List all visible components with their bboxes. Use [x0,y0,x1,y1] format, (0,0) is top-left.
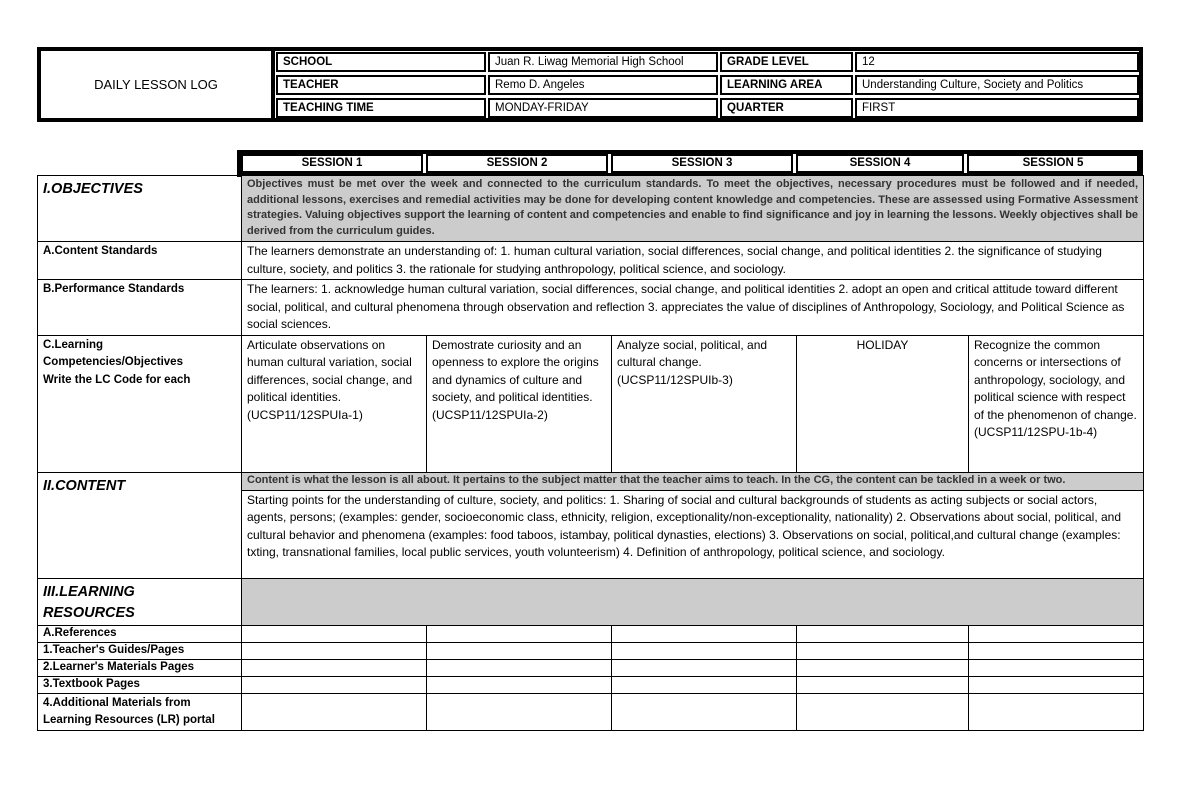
competencies-label-line-1: C.Learning [43,338,104,351]
resource-cell [612,659,797,676]
resource-cell [242,676,427,693]
resource-cell [797,642,969,659]
resource-cell [242,642,427,659]
learning-area-value: Understanding Culture, Society and Politics [855,75,1139,95]
learning-resources-heading-line-2: RESOURCES [43,604,135,621]
resource-cell [969,625,1144,642]
resource-cell [797,625,969,642]
objectives-row [38,176,1144,242]
resource-cell [612,693,797,730]
daily-lesson-log-title: DAILY LESSON LOG [41,51,275,118]
additional-materials-label [38,693,242,730]
resource-cell [969,659,1144,676]
resource-row-additional-materials [38,693,1144,730]
session-4-header: SESSION 4 [796,154,964,173]
content-note: Content is what the lesson is all about. It pertains to the subject matter that the teacher aims to teach. In the CG, the content can be tackled in a week or two. [242,472,1144,490]
quarter-value: FIRST [855,98,1139,118]
content-standards-label: A.Content Standards [38,242,242,280]
competencies-label [38,335,242,472]
teaching-time-label: TEACHING TIME [276,98,486,118]
competencies-label-line-2: Competencies/Objectives [43,356,183,368]
session-1-header: SESSION 1 [241,154,423,173]
teacher-value: Remo D. Angeles [488,75,718,95]
session-5-header: SESSION 5 [967,154,1139,173]
teaching-time-value: MONDAY-FRIDAY [488,98,718,118]
resource-cell [969,676,1144,693]
resource-cell [427,693,612,730]
resource-row-textbook-pages [38,676,1144,693]
resource-cell [242,625,427,642]
competency-session-5: Recognize the common concerns or intersections of anthropology, sociology, and political science with respect of the phenomenon of change.(UCSP11/12SPU-1b-4) [969,335,1144,472]
content-standards-text: The learners demonstrate an understanding of: 1. human cultural variation, social differences, social change, and political identities 2. the significance of studying culture, society, and politics 3. the rationale for studying anthropology, political science, and sociology. [242,242,1144,280]
learning-resources-row [38,578,1144,625]
performance-standards-text: The learners: 1. acknowledge human cultural variation, social differences, social change, and political identities 2. adopt an open and critical attitude toward different social, political, and cultural phenomena through observation and reflection 3. appreciates the value of disciplines of Anthropology, Sociology, and Political Science as social sciences. [242,280,1144,336]
performance-standards-row [38,280,1144,336]
resource-cell [969,693,1144,730]
competency-session-3: Analyze social, political, and cultural change. (UCSP11/12SPUIb-3) [612,335,797,472]
performance-standards-label: B.Performance Standards [38,280,242,336]
competency-session-1: Articulate observations on human cultural variation, social differences, social change, and political identities. (UCSP11/12SPUIa-1) [242,335,427,472]
objectives-heading: I.OBJECTIVES [38,176,242,242]
resource-cell [797,676,969,693]
teacher-label: TEACHER [276,75,486,95]
competencies-label-line-3: Write the LC Code for each [43,373,191,386]
teachers-guides-label: 1.Teacher's Guides/Pages [38,642,242,659]
school-value: Juan R. Liwag Memorial High School [488,52,718,72]
grade-level-value: 12 [855,52,1139,72]
session-3-header: SESSION 3 [611,154,793,173]
objectives-note: Objectives must be met over the week and connected to the curriculum standards. To meet the objectives, necessary procedures must be followed and if needed, additional lessons, exercises and remedial activities may be done for developing content knowledge and competencies. These are assessed using Formative Assessment strategies. Valuing objectives support the learning of content and competencies and enable to find significance and joy in learning the lessons. Weekly objectives shall be derived from the curriculum guides. [242,176,1144,242]
resource-cell [612,676,797,693]
additional-materials-label-line-1: 4.Additional Materials from [43,696,191,709]
references-label: A.References [38,625,242,642]
school-label: SCHOOL [276,52,486,72]
lesson-log-table [37,175,1144,731]
resource-cell [969,642,1144,659]
learning-resources-heading [38,578,242,625]
session-2-header: SESSION 2 [426,154,608,173]
competency-session-2: Demostrate curiosity and an openness to explore the origins and dynamics of culture and society, and political identities. (UCSP11/12SPUIa-2) [427,335,612,472]
quarter-label: QUARTER [720,98,853,118]
grade-level-label: GRADE LEVEL [720,52,853,72]
textbook-pages-label: 3.Textbook Pages [38,676,242,693]
resource-cell [427,642,612,659]
resource-row-references [38,625,1144,642]
content-note-row [38,472,1144,490]
resource-cell [242,659,427,676]
resource-cell [797,659,969,676]
resource-cell [427,659,612,676]
additional-materials-label-line-2: Learning Resources (LR) portal [43,713,215,726]
content-standards-row [38,242,1144,280]
learning-resources-grey-cell [242,578,1144,625]
resource-cell [427,625,612,642]
learning-resources-heading-line-1: III.LEARNING [43,583,135,600]
learners-materials-label: 2.Learner's Materials Pages [38,659,242,676]
resource-cell [612,625,797,642]
content-heading: II.CONTENT [38,472,242,578]
resource-row-teachers-guides [38,642,1144,659]
competencies-row [38,335,1144,472]
resource-cell [242,693,427,730]
resource-cell [612,642,797,659]
competency-session-4: HOLIDAY [797,335,969,472]
resource-cell [797,693,969,730]
learning-area-label: LEARNING AREA [720,75,853,95]
resource-row-learners-materials [38,659,1144,676]
content-text: Starting points for the understanding of culture, society, and politics: 1. Sharing of social and cultural backgrounds of students as acting subjects or social actors, agents, persons; (examples: gender, socioeconomic class, ethnicity, religion, exceptionality/non-exceptionality, nationality) 2. Observations about social, political, and cultural behavior and phenomena (examples: food taboos, istambay, political dynasties, elections) 3. Observations on social, political,and cultural change (examples: txting, transnational families, local public services, youth volunteerism) 4. Definition of anthropology, political science, and sociology. [242,490,1144,578]
resource-cell [427,676,612,693]
